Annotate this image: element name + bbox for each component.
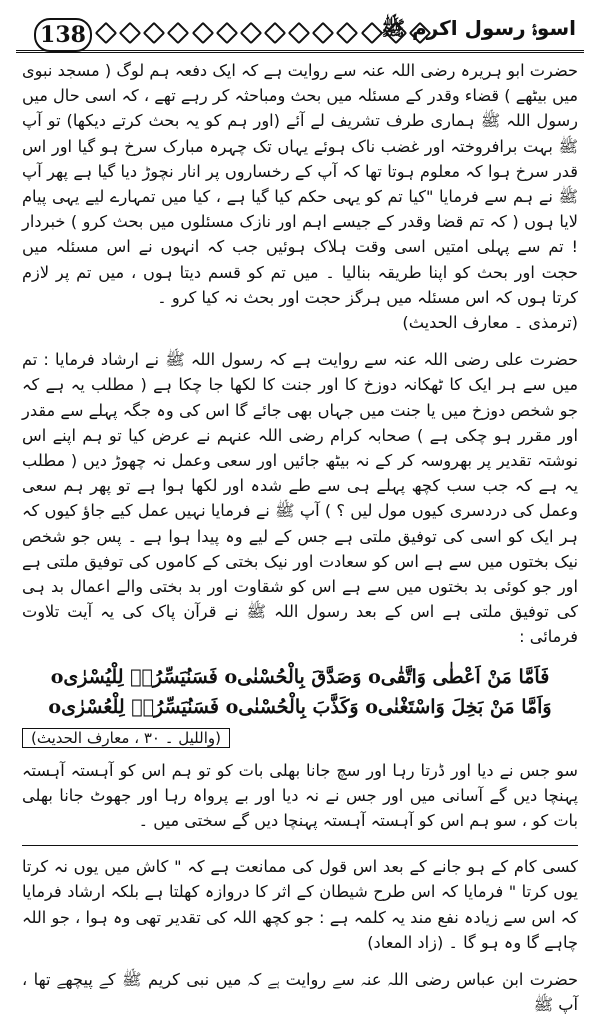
page-header xyxy=(16,12,584,53)
verse-line-1: فَاَمَّا مَنْ اَعْطٰی وَاتَّقٰیo وَصَدَّقَ بِالْحُسْنٰیo فَسَنُیَسِّرُہٗ لِلْیُسْرٰیo xyxy=(50,665,550,688)
paragraph-1 xyxy=(22,58,578,335)
paragraph-5 xyxy=(22,967,578,1017)
page-number xyxy=(34,18,92,52)
page-number-text: 138 xyxy=(40,22,86,48)
paragraph-3-text: سو جس نے دیا اور ڈرتا رہا اور سچ جانا بھلی بات کو تو ہم اس کو آہستہ آہستہ پہنچا دیں گے آسانی میں اور جس نے نہ دیا اور بے پرواہ رہا اور جھوٹ جانا بھلی بات کو ، سو ہم اس کو آہستہ آہستہ پہنچا دیں گے سختی میں ۔ xyxy=(22,760,578,831)
paragraph-1-citation: (ترمذی ۔ معارف الحدیث) xyxy=(402,313,578,333)
header-ornament xyxy=(98,26,428,40)
paragraph-4-text: کسی کام کے ہو جانے کے بعد اس قول کی ممانعت ہے کہ " کاش میں یوں نہ کرتا یوں کرتا " فرمایا کہ اس طرح شیطان کے اثر کا دروازہ کھلتا ہے بلکہ ارشاد فرمایا کہ اس سے زیادہ نفع مند یہ کلمہ ہے : جو کچھ اللہ کی تقدیر تھی وہ ہوا ، جو اللہ چاہے گا وہ ہو گا ۔ xyxy=(22,857,578,952)
paragraph-5-text: حضرت ابن عباس رضی اللہ عنہ سے روایت ہے کہ میں نبی کریم ﷺ کے پیچھے تھا ، آپ ﷺ xyxy=(22,970,578,1015)
paragraph-2 xyxy=(22,347,578,649)
divider xyxy=(22,845,578,846)
verse-reference: (واللیل ۔ ۳۰ ، معارف الحدیث) xyxy=(22,728,230,748)
verse-line-2: وَاَمَّا مَنْ بَخِلَ وَاسْتَغْنٰیo وَکَذَّبَ بِالْحُسْنٰیo فَسَنُیَسِّرُہٗ لِلْعُسْرٰیo xyxy=(48,695,552,718)
quran-verse xyxy=(22,662,578,722)
paragraph-4 xyxy=(22,854,578,955)
paragraph-2-text: حضرت علی رضی اللہ عنہ سے روایت ہے کہ رسول اللہ ﷺ نے ارشاد فرمایا : تم میں سے ہر ایک کا ٹھکانہ دوزخ کا اور جنت کا لکھا جا چکا ہے ( مطلب یہ ہے کہ جو شخص دوزخ میں یا جنت میں جہاں بھی جائے گا اس کی وہ جگہ پہلے سے مقدر اور مقرر ہو چکی ہے ) صحابہ کرام رضی اللہ عنہم نے عرض کیا تو ہم اپنے اس نوشتہ تقدیر پر بھروسہ کر کے نہ بیٹھ جائیں اور سعی وعمل نہ چھوڑ دیں ( مطلب یہ ہے کہ جب سب کچھ پہلے ہی سے طے شدہ اور لکھا ہوا ہے تو پھر ہم سعی وعمل کی دردسری کیوں مول لیں ؟ ) آپ ﷺ نے فرمایا نہیں عمل کیے جاؤ کیوں کہ ہر ایک کو اسی کی توفیق ملتی ہے جس کے لیے وہ پیدا ہوا ہے ۔ پس جو شخص نیک بختوں میں سے ہے اس کو سعادت اور نیک بختی کے کاموں کی توفیق ملتی ہے اور جو کوئی بد بختوں میں سے ہے اس کو شقاوت اور بد بختی والے اعمال بد ہی کی توفیق ملتی ہے اس کے بعد رسول اللہ ﷺ نے قرآن پاک کی یہ آیت تلاوت فرمائی : xyxy=(22,350,578,647)
running-title: اسوۂ رسول اکرم ﷺ xyxy=(380,16,576,40)
paragraph-1-text: حضرت ابو ہریرہ رضی اللہ عنہ سے روایت ہے کہ ایک دفعہ ہم لوگ ( مسجد نبوی میں بیٹھے ) قضاء وقدر کے مسئلہ میں بحث ومباحثہ کر رہے تھے ، کہ اسی حال میں رسول اللہ ﷺ ہماری طرف تشریف لے آئے (اور ہم کو یہ بحث کرتے دیکھا) تو آپ ﷺ بہت برافروختہ اور غضب ناک ہوئے یہاں تک چہرہ مبارک سرخ ہو گیا اور اس قدر سرخ ہوا کہ معلوم ہوتا تھا کہ آپ کے رخساروں پر انار نچوڑ دیا گیا ہے پھر آپ ﷺ نے ہم سے فرمایا "کیا تم کو یہی حکم کیا گیا ہے ، کیا میں تمہارے لیے یہی پیام لایا ہوں ( کہ تم قضا وقدر کے جیسے اہم اور نازک مسئلوں میں بحث کرو ) خبردار ! تم سے پہلی امتیں اسی وقت ہلاک ہوئیں جب کہ انہوں نے اس مسئلہ میں حجت اور بحث کو اپنا طریقہ بنالیا ۔ میں تم کو قسم دیتا ہوں ، میں تم پر لازم کرتا ہوں کہ اس مسئلہ میں ہرگز حجت اور بحث نہ کیا کرو ۔ xyxy=(22,61,578,307)
page-body xyxy=(22,58,578,1030)
paragraph-4-citation: (زاد المعاد) xyxy=(367,932,444,952)
paragraph-3 xyxy=(22,758,578,834)
